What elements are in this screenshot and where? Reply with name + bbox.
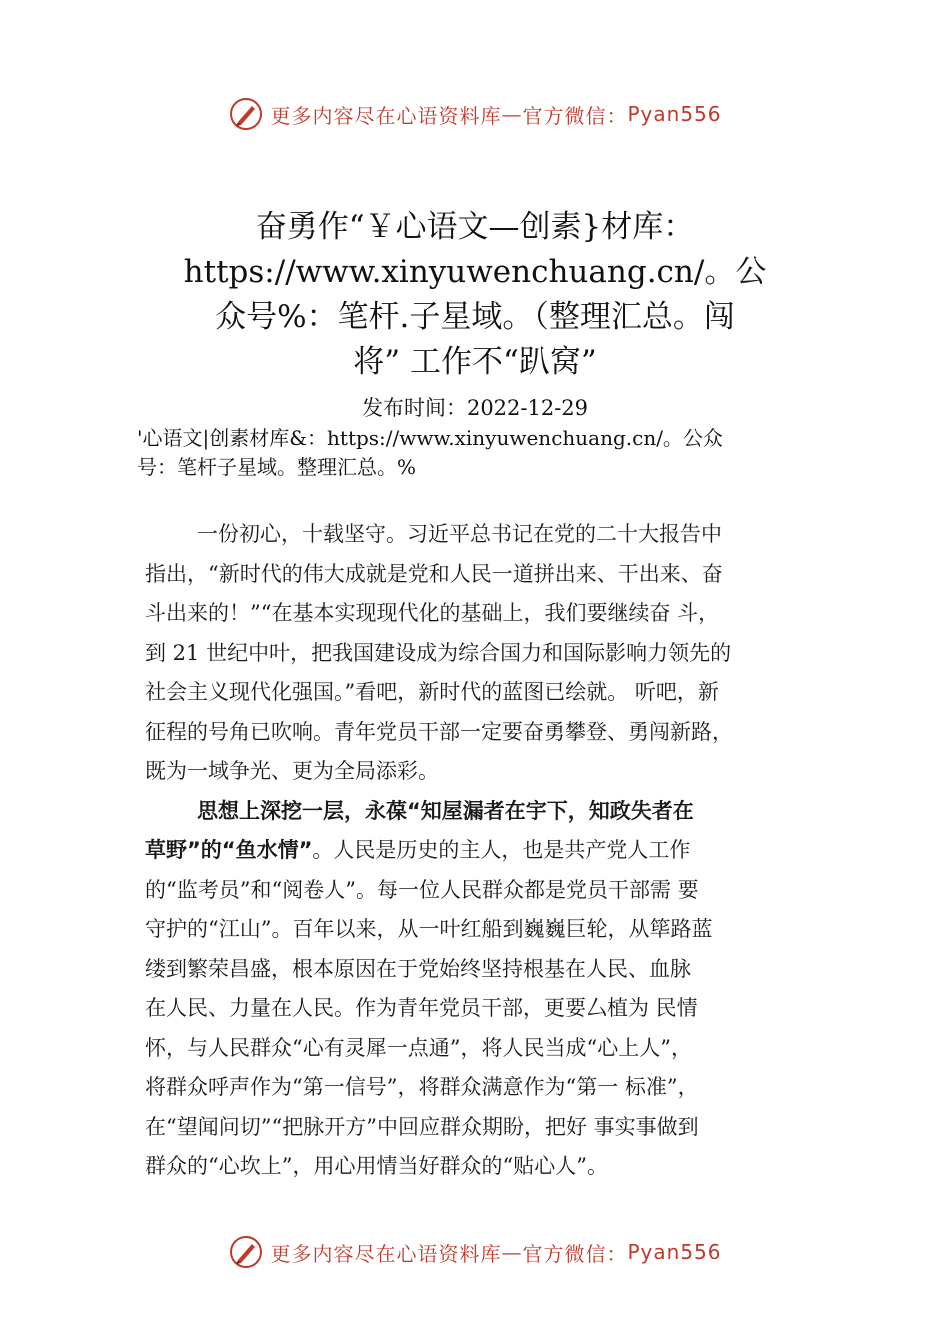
section-heading-line — [145, 792, 835, 832]
banner-text: 更多内容尽在心语资料库 — [270, 1241, 502, 1266]
source-line: '心语文|创素材库&：https://www.xinyuwenchuang.cn/。公众 — [137, 426, 723, 450]
banner-separator: — — [501, 1240, 523, 1264]
paragraph-line: 在人民、力量在人民。作为青年党员干部，更要厶植为 民情 — [145, 996, 698, 1020]
paragraph-line: 斗出来的！”“在基本实现现代化的基础上，我们要继续奋 斗， — [145, 601, 720, 625]
section-heading-end: 草野”的“鱼水情” — [145, 838, 313, 862]
paragraph-line: 到 21 世纪中叶，把我国建设成为综合国力和国际影响力领先的 — [145, 640, 732, 665]
banner-wechat-id: Pyan556 — [627, 102, 722, 126]
paragraph-line: 一份初心，十载坚守。习近平总书记在党的二十大报告中 — [197, 522, 722, 546]
paragraph-line: 在“望闻问切”“把脉开方”中回应群众期盼，把好 事实事做到 — [145, 1114, 699, 1139]
publish-label: 发布时间： — [361, 396, 467, 420]
paragraph-line: 缕到繁荣昌盛，根本原因在于党始终坚持根基在人民、血脉 — [145, 956, 691, 981]
title-line: 将” 工作不“趴窝” — [353, 344, 597, 380]
paragraph-line: 征程的号角已吹响。青年党员干部一定要奋勇攀登、勇闯新路， — [145, 719, 733, 744]
title-line: https://www.xinyuwenchuang.cn/。公 — [183, 254, 767, 290]
publish-date — [0, 392, 950, 422]
paragraph-line: 将群众呼声作为“第一信号”，将群众满意作为“第一 标准”， — [145, 1075, 699, 1099]
banner-text: 更多内容尽在心语资料库 — [270, 103, 502, 128]
paragraph-line: 既为一域争光、更为全局添彩。 — [145, 759, 439, 783]
pen-logo-icon — [228, 96, 264, 132]
source-line: 号：笔杆子星域。整理汇总。% — [137, 455, 417, 479]
document-title — [120, 205, 830, 385]
header-banner — [0, 96, 950, 132]
pen-logo-icon — [228, 1234, 264, 1270]
section-heading: 思想上深挖一层，永葆“知屋漏者在宇下，知政失者在 — [197, 798, 694, 823]
paragraph-line: 群众的“心坎上”，用心用情当好群众的“贴心人”。 — [145, 1154, 608, 1178]
paragraph-line: 社会主义现代化强国。”看吧，新时代的蓝图已绘就。 听吧，新 — [145, 680, 719, 704]
paragraph-line: 怀，与人民群众“心有灵犀一点通”，将人民当成“心上人”， — [145, 1035, 692, 1060]
article-body — [145, 515, 835, 1187]
source-note — [137, 424, 847, 482]
title-line: 众号%：笔杆.子星域。（整理汇总。闯 — [215, 299, 735, 335]
banner-wechat-label: 官方微信： — [522, 1241, 628, 1266]
paragraph-line: 守护的“江山”。百年以来，从一叶红船到巍巍巨轮，从筚路蓝 — [145, 917, 713, 941]
title-line: 奋勇作“￥心语文—创素}材库： — [255, 209, 695, 245]
paragraph-line: 的“监考员”和“阅卷人”。每一位人民群众都是党员干部需 要 — [145, 877, 699, 902]
banner-wechat-label: 官方微信： — [522, 103, 628, 128]
footer-banner — [0, 1234, 950, 1270]
banner-separator: — — [501, 102, 523, 126]
publish-date-value: 2022-12-29 — [466, 396, 589, 420]
paragraph-text: 。人民是历史的主人，也是共产党人工作 — [312, 838, 691, 862]
paragraph-line — [145, 831, 835, 871]
paragraph-line: 指出，“新时代的伟大成就是党和人民一道拼出来、干出来、奋 — [145, 561, 723, 586]
banner-wechat-id: Pyan556 — [627, 1240, 722, 1264]
